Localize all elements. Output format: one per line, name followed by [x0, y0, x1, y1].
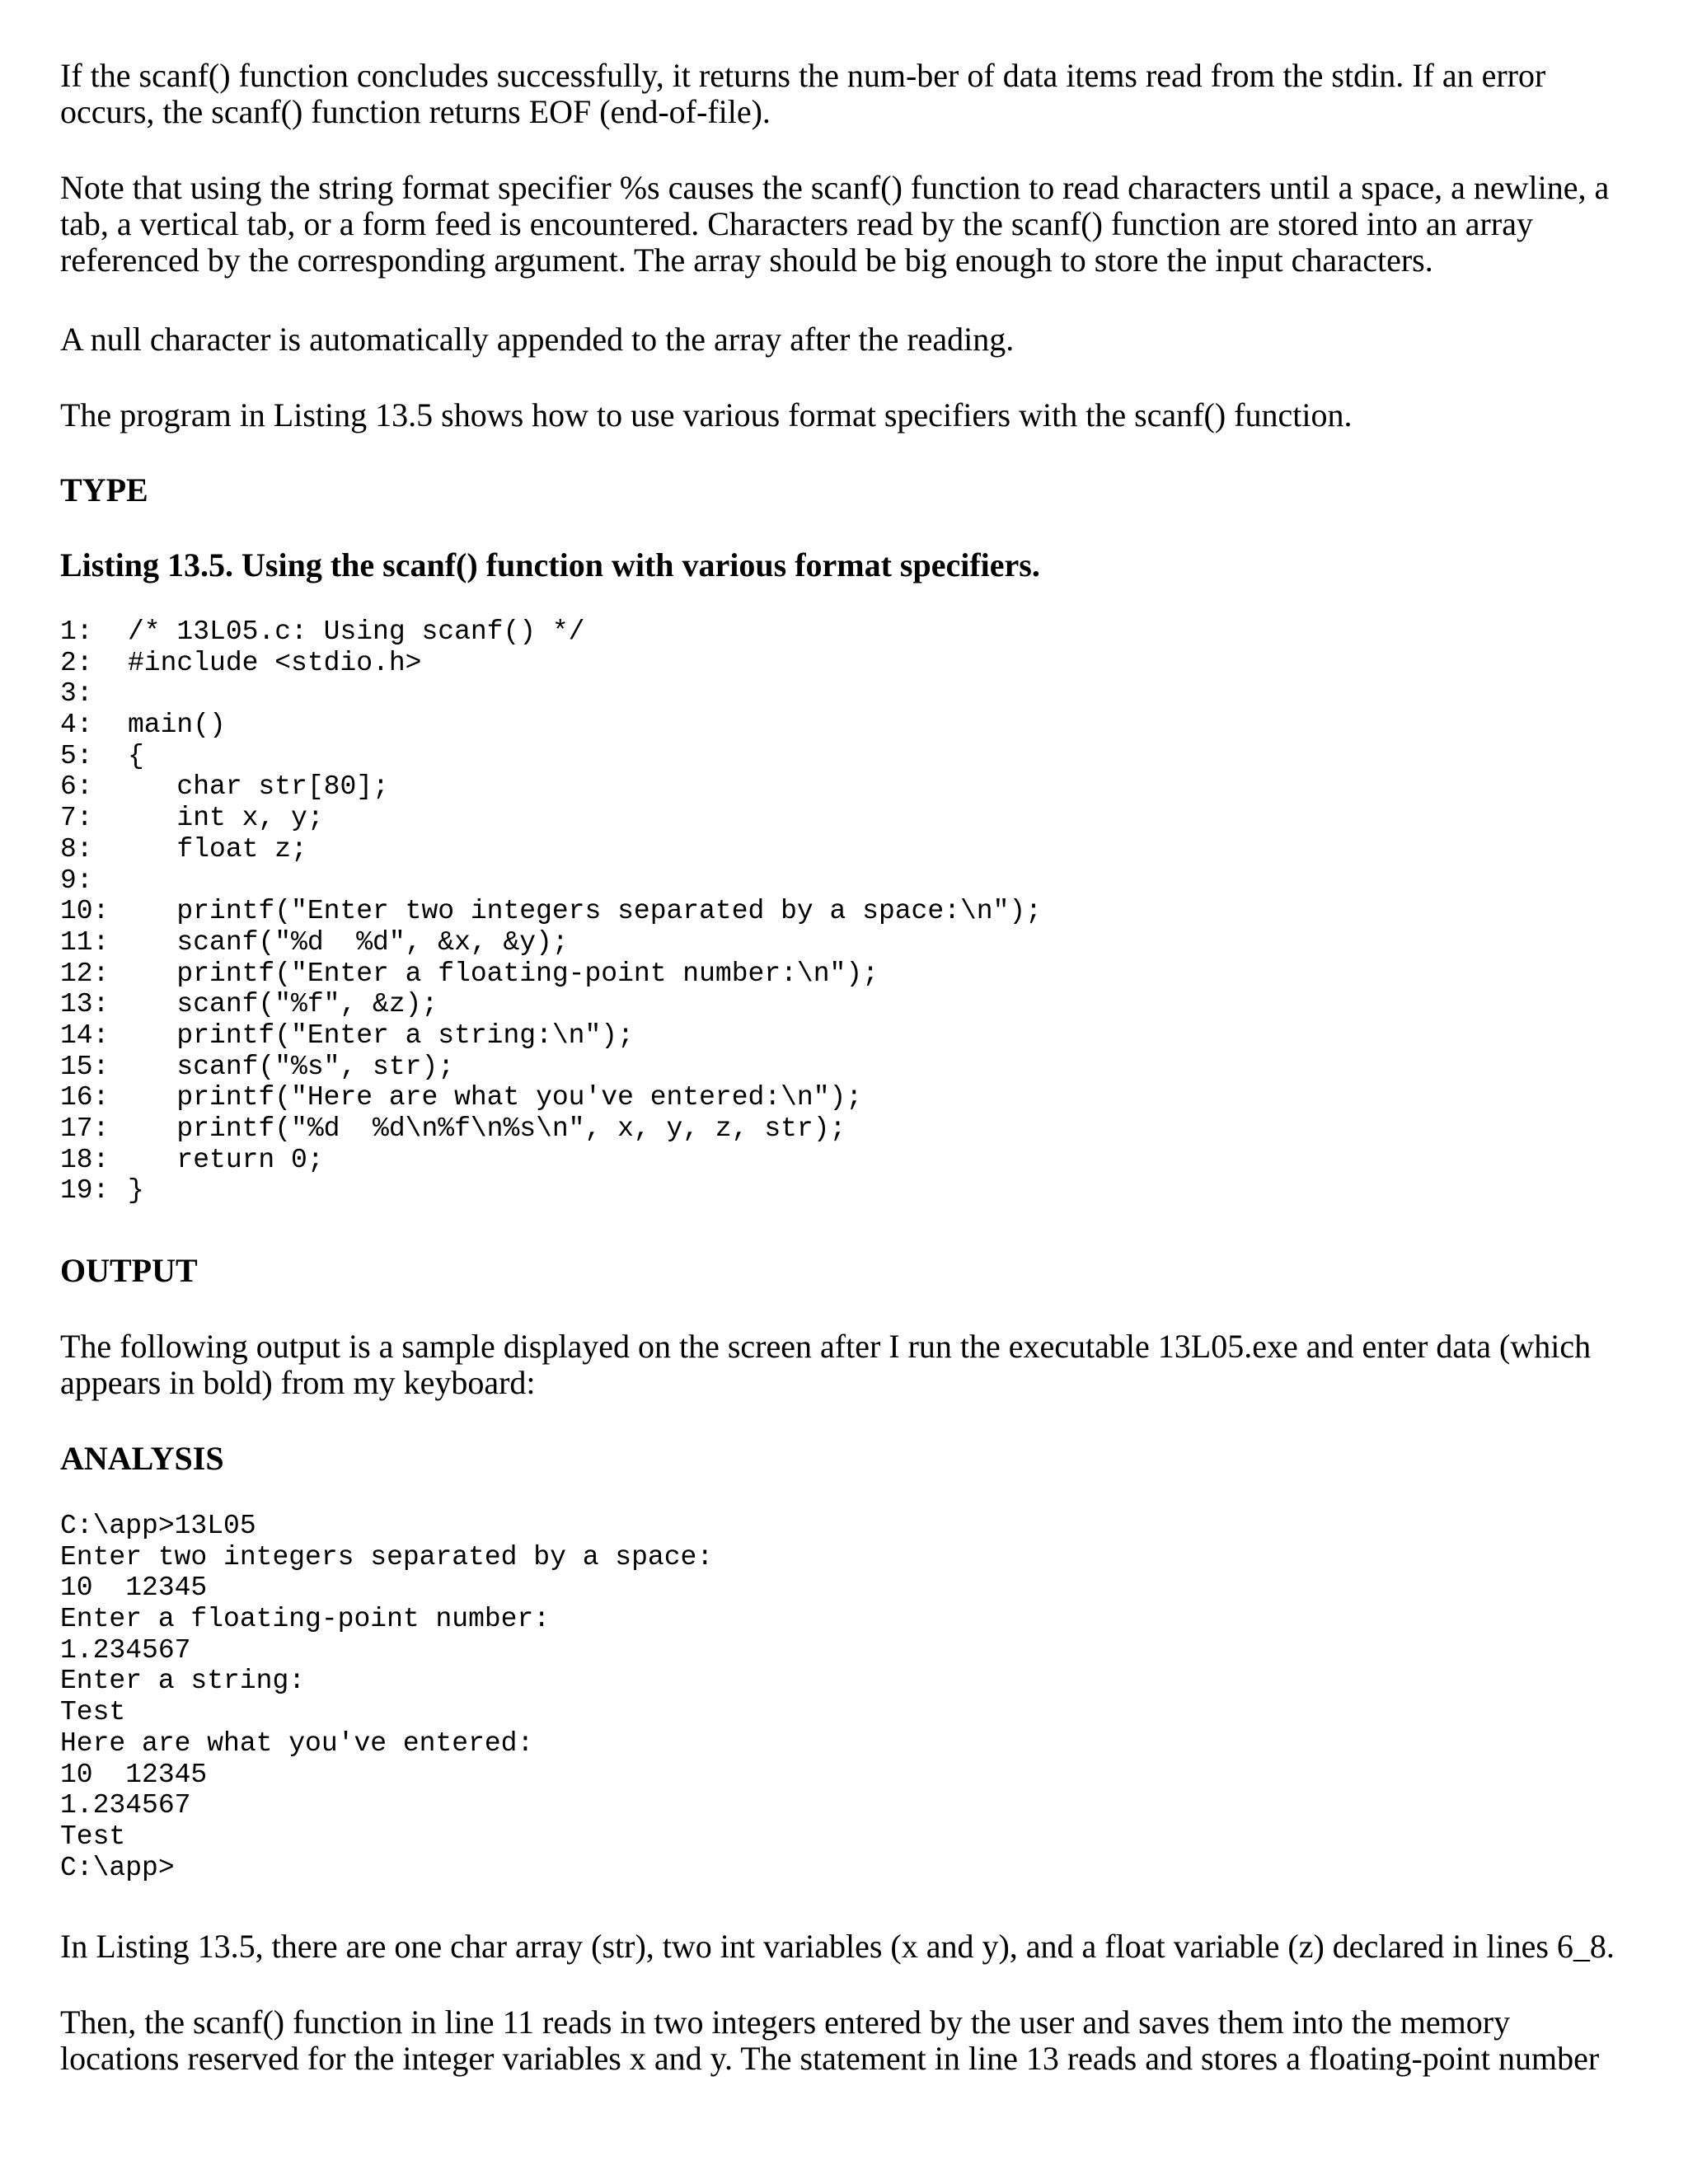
console-line: Enter a floating-point number: — [60, 1604, 551, 1635]
line-number: 7: — [60, 803, 93, 834]
line-number: 9: — [60, 865, 93, 896]
code-text: { — [128, 740, 144, 771]
line-number: 15: — [60, 1051, 110, 1082]
console-output — [60, 1511, 713, 1883]
console-line: Here are what you've entered: — [60, 1727, 534, 1759]
code-text: main() — [128, 710, 226, 741]
code-line — [60, 741, 1042, 772]
console-line: Test — [60, 1697, 126, 1728]
code-line — [60, 616, 1042, 648]
line-number: 1: — [60, 616, 93, 647]
code-text: int x, y; — [128, 803, 324, 834]
code-line — [60, 1052, 1042, 1083]
line-number: 14: — [60, 1019, 110, 1051]
line-number: 6: — [60, 771, 93, 803]
code-line — [60, 958, 1042, 990]
code-line — [60, 1175, 1042, 1207]
console-line: 1.234567 — [60, 1790, 191, 1821]
code-line — [60, 710, 1042, 741]
code-text: scanf("%d %d", &x, &y); — [128, 926, 569, 958]
paragraph-output-description: The following output is a sample displayed on the screen after I run the executable 13L05.exe and enter data (which appears in bold) from my keyboard: — [60, 1328, 1592, 1401]
code-line — [60, 989, 1042, 1020]
code-text: printf("Here are what you've entered:\n"); — [128, 1082, 863, 1113]
paragraph-null-character: A null character is automatically appended to the array after the reading. — [60, 321, 1015, 358]
code-line — [60, 648, 1042, 679]
listing-title: Listing 13.5. Using the scanf() function with various format specifiers. — [60, 546, 1040, 583]
code-text: } — [128, 1175, 144, 1207]
console-line: 10 12345 — [60, 1572, 208, 1604]
line-number: 17: — [60, 1113, 110, 1144]
code-line — [60, 1145, 1042, 1176]
line-number: 2: — [60, 647, 93, 678]
paragraph-string-format: Note that using the string format specifier %s causes the scanf() function to read characters until a space, a newline, a tab, a vertical tab, or a form feed is encountered. Characters read by the scanf() function are stored into an array referenced by the corresponding argument. The array should be big enough to store the input characters. — [60, 169, 1610, 279]
code-text: scanf("%f", &z); — [128, 989, 438, 1020]
heading-output: OUTPUT — [60, 1252, 198, 1289]
code-text: float z; — [128, 833, 307, 865]
code-text: scanf("%s", str); — [128, 1051, 455, 1082]
heading-analysis: ANALYSIS — [60, 1440, 224, 1477]
code-line — [60, 927, 1042, 958]
line-number: 8: — [60, 833, 93, 865]
code-line — [60, 1020, 1042, 1052]
line-number: 3: — [60, 678, 93, 710]
line-number: 4: — [60, 710, 93, 741]
code-line — [60, 1113, 1042, 1145]
paragraph-scanf-lines: Then, the scanf() function in line 11 reads in two integers entered by the user and saves them into the memory locations reserved for the integer variables x and y. The statement in line 13 reads and stores a floating-point number — [60, 2004, 1600, 2077]
code-text: char str[80]; — [128, 771, 389, 803]
code-line — [60, 771, 1042, 803]
heading-type: TYPE — [60, 471, 148, 509]
code-text: return 0; — [128, 1144, 324, 1175]
line-number: 18: — [60, 1144, 110, 1175]
code-line — [60, 803, 1042, 834]
line-number: 16: — [60, 1082, 110, 1113]
line-number: 11: — [60, 926, 110, 958]
console-line: C:\app>13L05 — [60, 1511, 256, 1541]
code-text: #include <stdio.h> — [128, 647, 422, 678]
code-text: printf("Enter a floating-point number:\n"); — [128, 958, 879, 989]
line-number: 13: — [60, 989, 110, 1020]
code-line — [60, 865, 1042, 897]
paragraph-declarations: In Listing 13.5, there are one char array (str), two int variables (x and y), and a float variable (z) declared in lines 6_8. — [60, 1928, 1615, 1965]
line-number: 10: — [60, 896, 110, 927]
line-number: 5: — [60, 740, 93, 771]
paragraph-listing-intro: The program in Listing 13.5 shows how to use various format specifiers with the scanf() function. — [60, 396, 1353, 434]
console-line: Enter a string: — [60, 1666, 306, 1697]
console-line: Test — [60, 1821, 126, 1852]
code-text: printf("%d %d\n%f\n%s\n", x, y, z, str); — [128, 1113, 846, 1144]
console-line: C:\app> — [60, 1852, 175, 1883]
code-text: printf("Enter a string:\n"); — [128, 1019, 634, 1051]
code-listing — [60, 616, 1042, 1207]
code-line — [60, 896, 1042, 927]
console-line: Enter two integers separated by a space: — [60, 1541, 714, 1572]
console-line: 10 12345 — [60, 1759, 208, 1790]
line-number: 19: — [60, 1175, 110, 1207]
code-text: /* 13L05.c: Using scanf() */ — [128, 616, 585, 647]
code-line — [60, 678, 1042, 710]
code-line — [60, 1082, 1042, 1113]
code-text: printf("Enter two integers separated by a space:\n"); — [128, 896, 1042, 927]
line-number: 12: — [60, 958, 110, 989]
console-line: 1.234567 — [60, 1634, 191, 1666]
code-line — [60, 834, 1042, 865]
paragraph-scanf-return: If the scanf() function concludes successfully, it returns the num-ber of data items read from the stdin. If an error occurs, the scanf() function returns EOF (end-of-file). — [60, 57, 1546, 130]
